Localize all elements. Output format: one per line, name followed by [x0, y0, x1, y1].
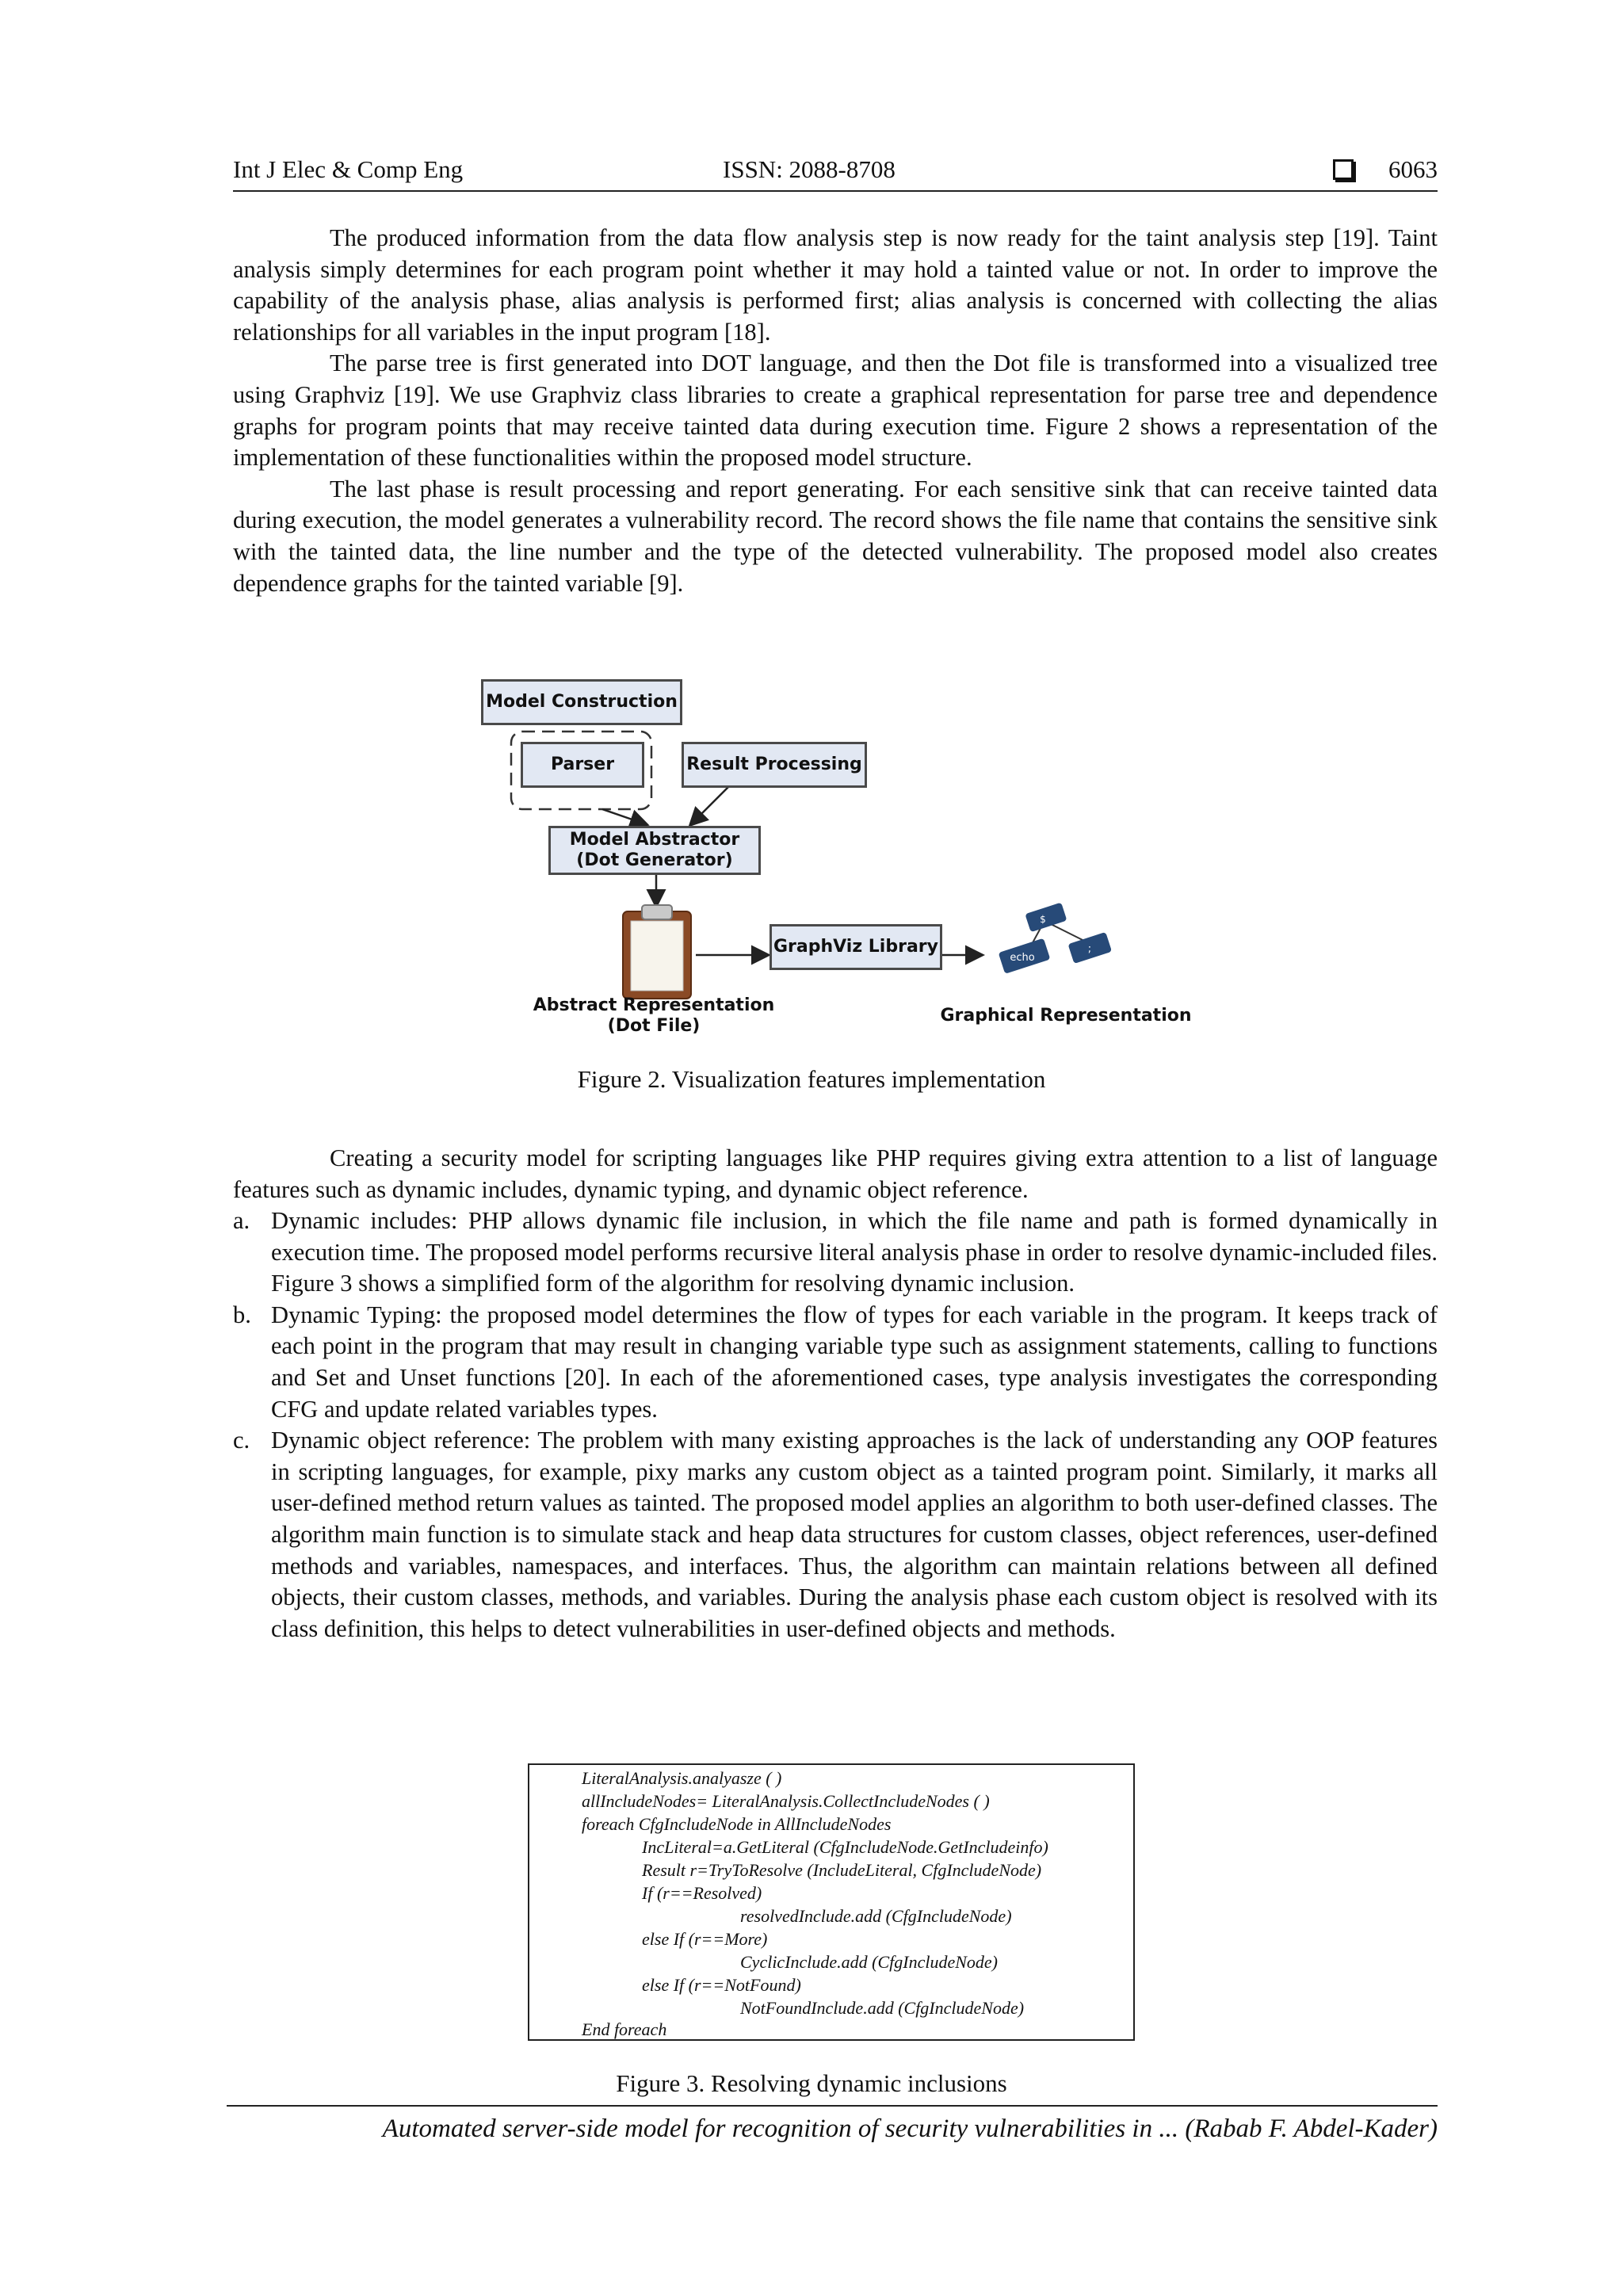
model-construction-box — [481, 679, 682, 725]
model-abstractor-label-1: Model Abstractor — [569, 830, 740, 850]
dot-file-clipboard-icon — [623, 905, 691, 999]
paragraph: The parse tree is first generated into DOT language, and then the Dot file is transformed into a visualized tree using Graphviz [19]. We use Graphviz class libraries to create a graphical representation for parse tree and dependence graphs for program points that may receive tainted data during execution time. Figure 2 shows a representation of the implementation of these functionalities within the proposed model structure. — [233, 350, 1438, 472]
body-text-intro — [233, 1143, 1438, 1205]
list-marker: a. — [233, 1207, 250, 1234]
issn: ISSN: 2088-8708 — [723, 155, 896, 183]
algorithm-line: Result r=TryToResolve (IncludeLiteral, CfgIncludeNode) — [642, 1860, 1042, 1880]
algorithm-line: LiteralAnalysis.analyasze ( ) — [582, 1768, 782, 1788]
algorithm-line: NotFoundInclude.add (CfgIncludeNode) — [740, 1998, 1025, 2018]
algorithm-line: CyclicInclude.add (CfgIncludeNode) — [740, 1952, 999, 1972]
journal-name: Int J Elec & Comp Eng — [233, 155, 464, 183]
graph-node-semicolon: ; — [1087, 943, 1092, 955]
algorithm-line: IncLiteral=a.GetLiteral (CfgIncludeNode.GetIncludeinfo) — [642, 1837, 1048, 1857]
graph-node-dollar: $ — [1040, 914, 1046, 925]
result-processing-box — [682, 742, 867, 788]
graph-node-echo: echo — [1010, 952, 1035, 964]
graphviz-library-box — [769, 924, 942, 970]
algorithm-line: allIncludeNodes= LiteralAnalysis.CollectIncludeNodes ( ) — [582, 1791, 990, 1811]
algorithm-line: End foreach — [582, 2019, 667, 2039]
parser-box — [521, 742, 644, 788]
list-item-text: Dynamic Typing: the proposed model determines the flow of types for each variable in the program. It keeps track of each point in the program that may result in changing variable type such as assignment statements, calling to functions and Set and Unset functions [20]. In each of the aforementioned cases, type analysis investigates the corresponding CFG and update related variables types. — [271, 1301, 1438, 1423]
graphical-tree-icon — [999, 903, 1112, 974]
model-abstractor-label-2: (Dot Generator) — [576, 850, 733, 870]
algorithm-line: else If (r==NotFound) — [642, 1975, 801, 1995]
algorithm-line: If (r==Resolved) — [642, 1883, 762, 1903]
arrow-result-to-abstractor — [691, 786, 729, 824]
result-processing-label: Result Processing — [686, 755, 862, 774]
abstract-representation-line-2: (Dot File) — [607, 1016, 701, 1036]
list-item — [233, 1205, 1438, 1300]
paragraph: The produced information from the data flow analysis step is now ready for the taint analysis step [19]. Taint analysis simply determines for each program point whether it may hold a tainted value or not. In order to improve the capability of the analysis phase, alias analysis is performed first; alias analysis is concerned with collecting the alias relationships for all variables in the input program [18]. — [233, 224, 1438, 346]
list-item-text: Dynamic object reference: The problem with many existing approaches is the lack of understanding any OOP features in scripting languages, for example, pixy marks any custom object as a tainted program point. Similarly, it marks all user-defined method return values as tainted. The proposed model applies an algorithm to both user-defined classes. The algorithm main function is to simulate stack and heap data structures for custom classes, object references, user-defined methods and variables, namespaces, and interfaces. Thus, the algorithm can maintain relations between all defined objects, their custom classes, methods, and variables. During the analysis phase each custom object is resolved with its class definition, this helps to detect vulnerabilities in user-defined objects and methods. — [271, 1427, 1438, 1642]
abstract-representation-line-1: Abstract Representation — [533, 995, 775, 1015]
model-abstractor-box — [548, 826, 761, 875]
algorithm-box — [528, 1763, 1135, 2041]
algorithm-line: resolvedInclude.add (CfgIncludeNode) — [740, 1906, 1012, 1926]
model-construction-label: Model Construction — [486, 692, 678, 712]
algorithm-line: else If (r==More) — [642, 1929, 768, 1949]
figure-3-caption: Figure 3. Resolving dynamic inclusions — [616, 2069, 1007, 2097]
list-item — [233, 1300, 1438, 1425]
list-item — [233, 1425, 1438, 1645]
list-item-text: Dynamic includes: PHP allows dynamic file inclusion, in which the file name and path is formed dynamically in execution time. The proposed model performs recursive literal analysis phase in order to resolve dynamic-included files. Figure 3 shows a simplified form of the algorithm for resolving dynamic inclusion. — [271, 1207, 1438, 1297]
figure-2-connectors — [0, 0, 1623, 1062]
algorithm-line: foreach CfgIncludeNode in AllIncludeNodes — [582, 1814, 892, 1834]
arrow-parser-to-abstractor — [602, 809, 646, 824]
figure-2-caption: Figure 2. Visualization features implementation — [577, 1065, 1046, 1093]
graphical-representation-label: Graphical Representation — [940, 1006, 1192, 1026]
list-marker: c. — [233, 1427, 250, 1454]
abstract-representation-label — [523, 995, 785, 1037]
parser-label: Parser — [550, 755, 615, 774]
running-footer — [227, 2105, 1438, 2143]
graphviz-library-label: GraphViz Library — [773, 937, 938, 957]
page-number: 6063 — [1388, 155, 1438, 183]
feature-list — [233, 1205, 1438, 1645]
paragraph: The last phase is result processing and report generating. For each sensitive sink that can receive tainted data during execution, the model generates a vulnerability record. The record shows the file name that contains the sensitive sink with the tainted data, the line number and the type of the detected vulnerability. The proposed model also creates dependence graphs for the tainted variable [9]. — [233, 475, 1438, 597]
footer-text: Automated server-side model for recognition of security vulnerabilities in ... (Rabab F. Abdel-Kader) — [382, 2115, 1438, 2143]
paragraph: Creating a security model for scripting languages like PHP requires giving extra attention to a list of language features such as dynamic includes, dynamic typing, and dynamic object reference. — [233, 1144, 1438, 1203]
list-marker: b. — [233, 1301, 251, 1328]
